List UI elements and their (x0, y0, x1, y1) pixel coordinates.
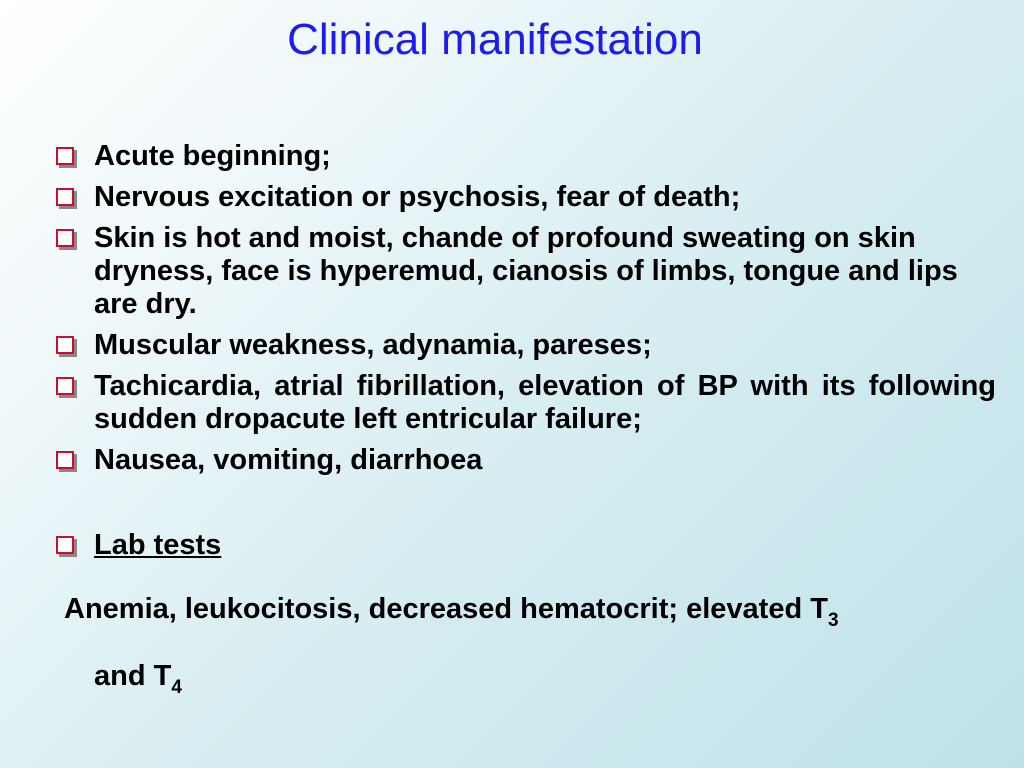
subscript-3: 3 (827, 610, 839, 631)
bullet-item (56, 329, 996, 362)
checkbox-square-icon (56, 451, 74, 469)
bullet-item (56, 444, 996, 477)
lab-results-line-1 (64, 593, 839, 631)
subscript-4: 4 (171, 677, 182, 698)
bullet-text: Nervous excitation or psychosis, fear of death; (94, 181, 741, 213)
checkbox-square-icon (56, 147, 74, 165)
checkbox-square-icon (56, 188, 74, 206)
bullet-item (56, 140, 996, 173)
lab-results-line-2 (94, 660, 182, 698)
checkbox-square-icon (56, 336, 74, 354)
bullet-item (56, 181, 996, 214)
bullet-text: Nausea, vomiting, diarrhoea (94, 444, 483, 476)
checkbox-square-icon (56, 536, 74, 554)
checkbox-square-icon (56, 377, 74, 395)
bullet-text: Skin is hot and moist, chande of profound sweating on skin dryness, face is hyperemud, cianosis of limbs, tongue and lips are dry. (94, 222, 958, 320)
bullet-item (56, 222, 996, 321)
bullet-list (56, 140, 996, 485)
bullet-text: Muscular weakness, adynamia, pareses; (94, 329, 652, 361)
bullet-text: Acute beginning; (94, 140, 331, 172)
bullet-text: Tachicardia, atrial fibrillation, elevation of BP with its following sudden dropacute left entricular failure; (94, 370, 996, 435)
lab-results-text: Anemia, leukocitosis, decreased hematocrit; elevated T (64, 593, 828, 625)
lab-tests-heading (56, 529, 994, 562)
checkbox-square-icon (56, 229, 74, 247)
lab-tests-label: Lab tests (94, 529, 222, 561)
bullet-item (56, 370, 996, 436)
lab-results-text-2: and T (94, 660, 172, 692)
slide-title: Clinical manifestation (287, 15, 703, 64)
